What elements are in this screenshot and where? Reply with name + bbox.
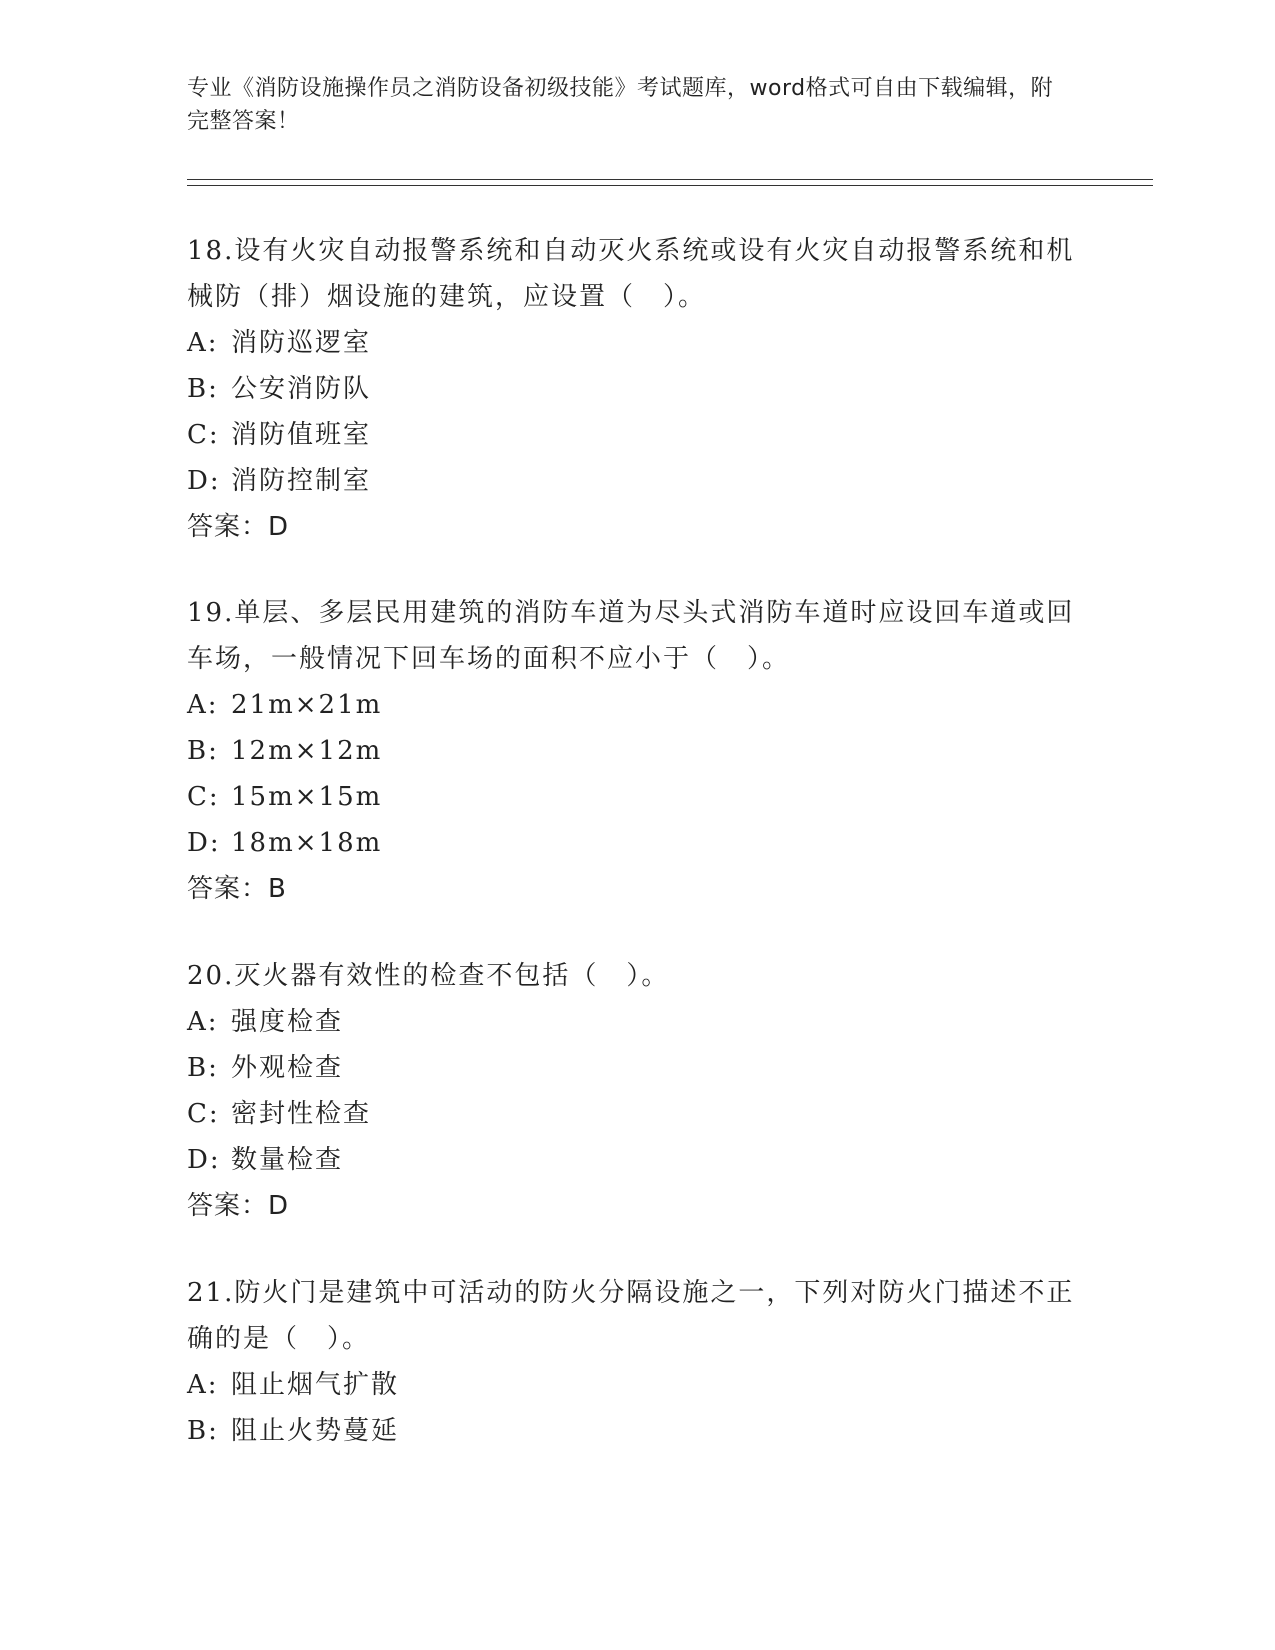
option-letter: A: [187, 690, 219, 720]
option-text: 消防值班室 [231, 420, 372, 450]
option-letter: B: [187, 1053, 219, 1083]
option-letter: C: [187, 1099, 220, 1129]
question-21 [187, 1270, 1087, 1454]
option-d [187, 820, 1087, 866]
option-text: 12m×12m [231, 736, 383, 766]
option-a [187, 320, 1087, 366]
option-d [187, 458, 1087, 504]
question-stem: 18.设有火灾自动报警系统和自动灭火系统或设有火灾自动报警系统和机械防（排）烟设施的建筑，应设置（ ）。 [187, 236, 1075, 312]
option-letter: A: [187, 1007, 219, 1037]
option-c [187, 412, 1087, 458]
option-text: 数量检查 [231, 1145, 344, 1175]
option-text: 18m×18m [231, 828, 383, 858]
option-a [187, 999, 1087, 1045]
question-20 [187, 953, 1087, 1229]
option-b [187, 1045, 1087, 1091]
option-text: 消防巡逻室 [231, 328, 372, 358]
option-c [187, 774, 1087, 820]
option-text: 阻止火势蔓延 [231, 1416, 400, 1446]
option-letter: A: [187, 328, 219, 358]
option-text: 公安消防队 [231, 374, 372, 404]
option-text: 强度检查 [231, 1007, 344, 1037]
answer-line: 答案：B [187, 874, 287, 904]
option-b [187, 728, 1087, 774]
option-text: 外观检查 [231, 1053, 344, 1083]
option-letter: D: [187, 466, 221, 496]
option-b [187, 1408, 1087, 1454]
option-letter: D: [187, 828, 221, 858]
option-d [187, 1137, 1087, 1183]
option-letter: A: [187, 1370, 219, 1400]
option-text: 密封性检查 [231, 1099, 372, 1129]
option-letter: B: [187, 1416, 219, 1446]
option-letter: D: [187, 1145, 221, 1175]
option-letter: B: [187, 374, 219, 404]
document-header: 专业《消防设施操作员之消防设备初级技能》考试题库，word格式可自由下载编辑，附完整答案！ [187, 76, 1054, 134]
option-letter: C: [187, 420, 220, 450]
question-stem: 21.防火门是建筑中可活动的防火分隔设施之一，下列对防火门描述不正确的是（ ）。 [187, 1278, 1075, 1354]
question-stem: 20.灭火器有效性的检查不包括（ ）。 [187, 961, 670, 991]
option-text: 消防控制室 [231, 466, 372, 496]
option-letter: C: [187, 782, 220, 812]
question-stem: 19.单层、多层民用建筑的消防车道为尽头式消防车道时应设回车道或回车场，一般情况下回车场的面积不应小于（ ）。 [187, 598, 1075, 674]
answer-line: 答案：D [187, 1191, 290, 1221]
answer-line: 答案：D [187, 512, 290, 542]
option-b [187, 366, 1087, 412]
option-text: 阻止烟气扩散 [231, 1370, 400, 1400]
option-a [187, 1362, 1087, 1408]
question-19 [187, 590, 1087, 912]
header-double-rule [187, 179, 1153, 186]
option-text: 21m×21m [231, 690, 383, 720]
option-a [187, 682, 1087, 728]
option-letter: B: [187, 736, 219, 766]
option-text: 15m×15m [231, 782, 383, 812]
question-18 [187, 228, 1087, 550]
option-c [187, 1091, 1087, 1137]
